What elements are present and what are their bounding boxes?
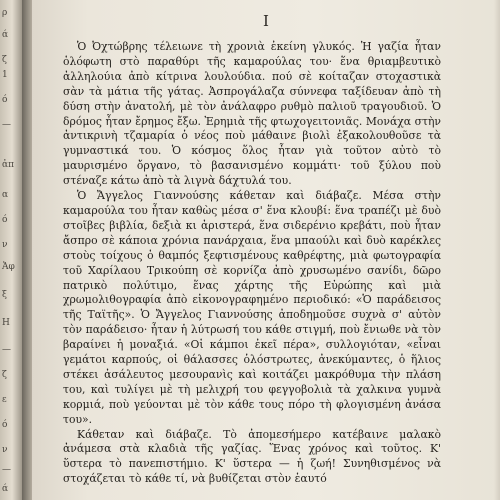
left-page-fragment: ό <box>2 95 8 105</box>
book-page <box>32 0 500 500</box>
page-text <box>63 40 441 487</box>
left-page-fragment: ν <box>2 240 8 250</box>
left-page-fragment: α <box>2 190 9 200</box>
left-page-fragment: ξ <box>2 290 7 300</box>
book-gutter <box>22 0 32 500</box>
left-page-fragment: — <box>2 465 11 475</box>
left-page-fragment: ό <box>2 420 8 430</box>
left-page-fragment: ν <box>2 445 8 455</box>
left-page-edge <box>0 0 22 500</box>
left-page-fragment: Η <box>2 318 10 328</box>
page-edge <box>494 0 500 500</box>
left-page-fragment: ἀπ <box>2 160 14 170</box>
chapter-number: I <box>263 12 269 30</box>
paragraph: Κάθεταν καὶ διάβαζε. Τὸ ἀπομεσήμερο κατέβαινε μαλακὸ ἀνάμεσα στὰ κλαδιὰ τῆς γαζίας. Ἕνας χρόνος καὶ τοῦτος. Κ' ὕστερα τὸ πανεπιστήμιο. Κ' ὕστερα — ἡ ζωή! Συνηθισμένος νὰ στοχάζεται τὸ κάθε τί, νὰ βυθίζεται στὸν ἑαυτό <box>63 427 441 486</box>
left-page-fragment: ζ <box>2 55 7 65</box>
left-page-fragment: — <box>2 345 11 355</box>
left-page-fragment: ζ <box>2 370 7 380</box>
paragraph: Ὁ Ὀχτώβρης τέλειωνε τὴ χρονιὰ ἐκείνη γλυκός. Ἡ γαζία ἦταν ὁλόφωτη στὸ παραθύρι τῆς καμαρούλας του· ἕνα θριαμβευτικὸ ἀλληλούια ἀπὸ κίτρινα λουλούδια. πού σὲ κοίταζαν στοχαστικὰ σὰν τὰ μάτια τῆς γάτας. Ἀσπρογάλαζα σύννεφα ταξίδευαν ἀπὸ τὴ δύση στὴν ἀνατολή, μὲ τὸν ἀνάλαφρο ρυθμὸ παλιοῦ τραγουδιοῦ. Ὁ δρόμος ἦταν ἔρημος ἔξω. Ἐρημιὰ τῆς φτωχογειτονιᾶς. Μονάχα στὴν ἀντικρινὴ τζαμαρία ὁ νέος ποὺ μάθαινε βιολὶ ἐξακολουθοῦσε τὰ γυμναστικά του. Ὁ κόσμος ὅλος ἦταν γιὰ τοῦτον αὐτὸ τὸ μαυρισμένο ὄργανο, τὸ βασανισμένο κομμάτι· τοῦ ξύλου ποὺ στέναζε κάτω ἀπὸ τὰ λιγνὰ δάχτυλά του. <box>63 40 441 188</box>
left-page-fragment: Ἀφ <box>2 262 15 272</box>
left-page-fragment: — <box>2 120 11 130</box>
left-page-fragment: ά <box>2 484 9 494</box>
left-page-fragment: 1 <box>2 70 8 80</box>
left-page-fragment: ό <box>2 215 8 225</box>
left-page-fragment: ε <box>2 395 7 405</box>
paragraph: Ὁ Ἄγγελος Γιαννούσης κάθεταν καὶ διάβαζε. Μέσα στὴν καμαρούλα του ἦταν καθὼς μέσα σ' ἕνα κλουβί: ἕνα τραπέζι μὲ δυὸ στοῖβες βιβλία, δεξιὰ κι ἀριστερά, ἕνα σιδερένιο κρεβάτι, ποὺ ἦταν ἄσπρο σὲ κάποια χρόνια πανάρχαια, ἕνα μπαούλι καὶ δυὸ καρέκλες στοὺς τοίχους ὁ θαμπός ξεφτισμένους καθρέφτης, μιὰ φωτογραφία τοῦ Χαρίλαου Τρικούπη σὲ κορνίζα ἀπὸ χρυσωμένο σανίδι, δῶρο πατρικὸ πολύτιμο, ἕνας χάρτης τῆς Εὐρώπης καὶ μιὰ χρωμολιθογραφία ἀπὸ εἰκονογραφημένο περιοδικό: «Ὁ παράδεισος τῆς Ταϊτῆς». Ὁ Ἄγγελος Γιαννούσης ἀποδημοῦσε συχνὰ σ' αὐτὸν τὸν παράδεισο· ἦταν ἡ λύτρωσή του κάθε στιγμή, ποὺ ἔνιωθε νὰ τὸν βαραίνει ἡ μοναξιά. «Οἱ κάμποι ἐκεῖ πέρα», συλλογιόταν, «εἶναι γεμάτοι καρπούς, οἱ θάλασσες ὁλόστρωτες, ἀνεκύμαντες, ὁ ἥλιος στέκει ἀσάλευτος μεσουρανὶς καὶ κοιτάζει μακρόθυμα τὴν πλάση του, καὶ τυλίγει μὲ τὴ μελιχρή του φεγγοβολιὰ τὰ χαλκινα γυμνὰ κορμιά, ποὺ γεύονται μὲ τὸν κάθε τους πόρο τὴ φλογισμένη ἀνάσα του». <box>63 189 441 426</box>
left-page-fragment: ά <box>2 30 9 40</box>
left-page-fragment: ρ <box>2 8 8 18</box>
